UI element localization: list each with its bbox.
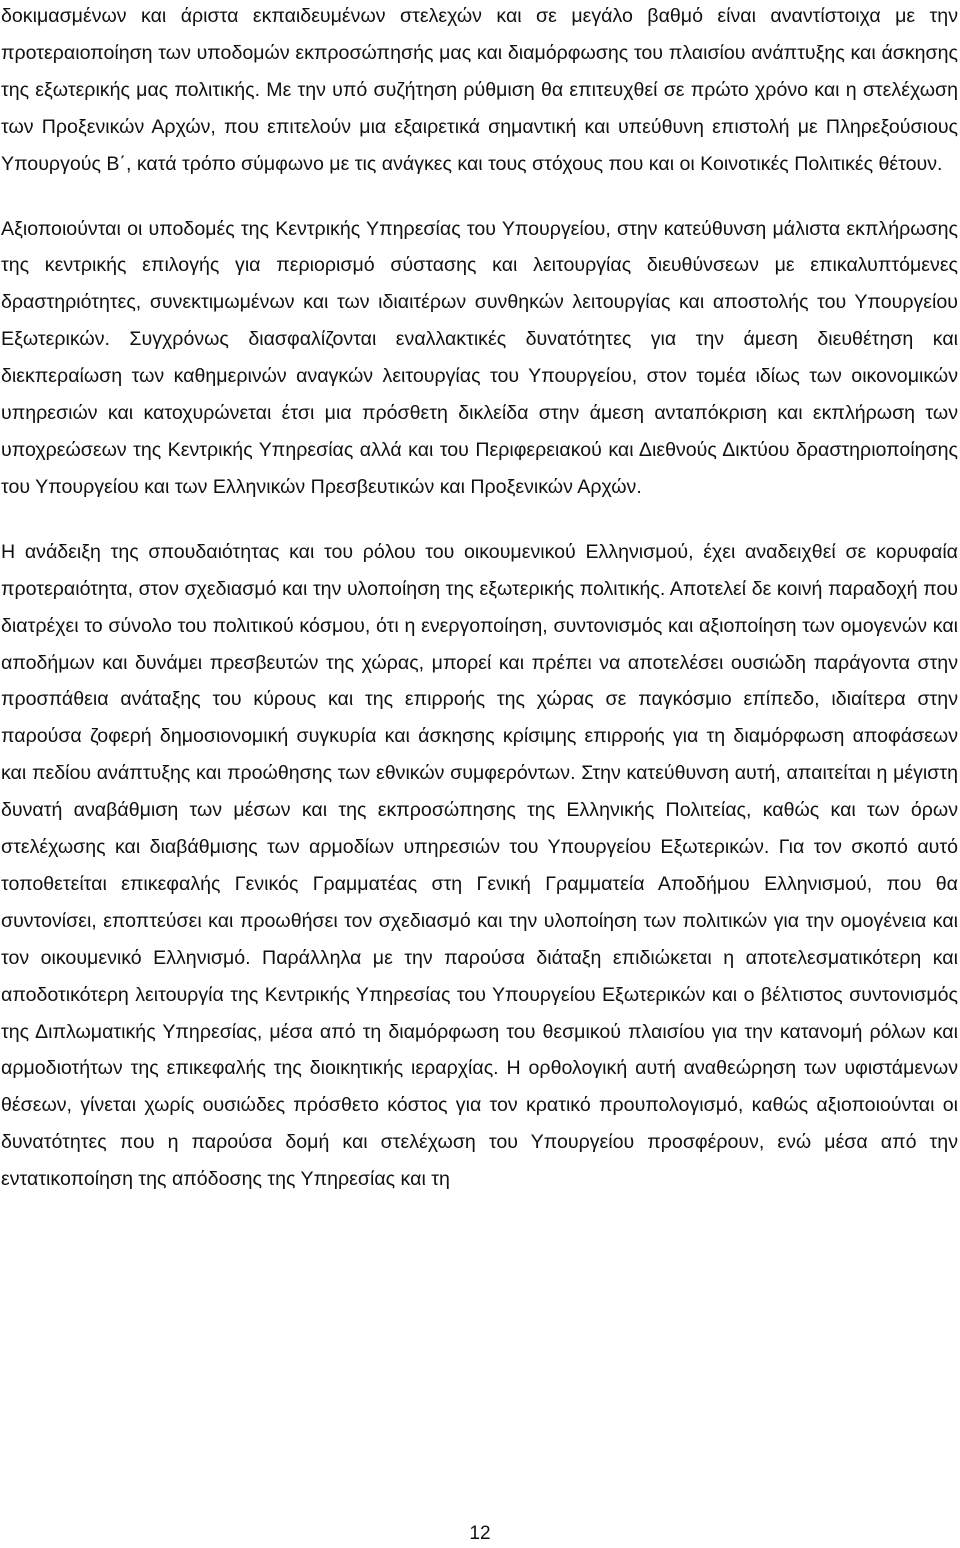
paragraph-2: Αξιοποιούνται οι υποδομές της Κεντρικής Υπηρεσίας του Υπουργείου, στην κατεύθυνση μάλιστα εκπλήρωσης της κεντρικής επιλογής για περιορισμό σύστασης και λειτουργίας διευθύνσεων με επικαλυπτόμενες δραστηριότητες, συνεκτιμωμένων και των ιδιαιτέρων συνθηκών λειτουργίας και αποστολής του Υπουργείου Εξωτερικών. Συγχρόνως διασφαλίζονται εναλλακτικές δυνατότητες για την άμεση διευθέτηση και διεκπεραίωση των καθημερινών αναγκών λειτουργίας του Υπουργείου, στον τομέα ιδίως των οικονομικών υπηρεσιών και κατοχυρώνεται έτσι μια πρόσθετη δικλείδα στην άμεση ανταπόκριση και εκπλήρωση των υποχρεώσεων της Κεντρικής Υπηρεσίας αλλά και του Περιφερειακού και Διεθνούς Δικτύου δραστηριοποίησης του Υπουργείου και των Ελληνικών Πρεσβευτικών και Προξενικών Αρχών. bbox=[1, 217, 958, 498]
paragraph-1: δοκιμασμένων και άριστα εκπαιδευμένων στελεχών και σε μεγάλο βαθμό είναι αναντίστοιχα με την προτεραιοποίηση των υποδομών εκπροσώπησής μας και διαμόρφωσης του πλαισίου ανάπτυξης και άσκησης της εξωτερικής μας πολιτικής. Με την υπό συζήτηση ρύθμιση θα επιτευχθεί σε πρώτο χρόνο και η στελέχωση των Προξενικών Αρχών, που επιτελούν μια εξαιρετικά σημαντική και υπεύθυνη επιστολή με Πληρεξούσιους Υπουργούς Β΄, κατά τρόπο σύμφωνο με τις ανάγκες και τους στόχους που και οι Κοινοτικές Πολιτικές θέτουν. bbox=[1, 5, 958, 175]
paragraph-3: Η ανάδειξη της σπουδαιότητας και του ρόλου του οικουμενικού Ελληνισμού, έχει αναδειχθεί σε κορυφαία προτεραιότητα, στον σχεδιασμό και την υλοποίηση της εξωτερικής πολιτικής. Αποτελεί δε κοινή παραδοχή που διατρέχει το σύνολο του πολιτικού κόσμου, ότι η ενεργοποίηση, συντονισμός και αξιοποίηση των ομογενών και αποδήμων και δυνάμει πρεσβευτών της χώρας, μπορεί και πρέπει να αποτελέσει ουσιώδη παράγοντα στην προσπάθεια ανάταξης του κύρους και της επιρροής της χώρας σε παγκόσμιο επίπεδο, ιδιαίτερα στην παρούσα ζοφερή δημοσιονομική συγκυρία και άσκησης κρίσιμης επιρροής για τη διαμόρφωση αποφάσεων και πεδίου ανάπτυξης και προώθησης των εθνικών συμφερόντων. Στην κατεύθυνση αυτή, απαιτείται η μέγιστη δυνατή αναβάθμιση των μέσων και της εκπροσώπησης της Ελληνικής Πολιτείας, καθώς και των όρων στελέχωσης και διαβάθμισης των αρμοδίων υπηρεσιών του Υπουργείου Εξωτερικών. Για τον σκοπό αυτό τοποθετείται επικεφαλής Γενικός Γραμματέας στη Γενική Γραμματεία Αποδήμου Ελληνισμού, που θα συντονίσει, εποπτεύσει και προωθήσει τον σχεδιασμό και την υλοποίηση των πολιτικών για την ομογένεια και τον οικουμενικό Ελληνισμό. Παράλληλα με την παρούσα διάταξη επιδιώκεται η αποτελεσματικότερη και αποδοτικότερη λειτουργία της Κεντρικής Υπηρεσίας του Υπουργείου Εξωτερικών και ο βέλτιστος συντονισμός της Διπλωματικής Υπηρεσίας, μέσα από τη διαμόρφωση του θεσμικού πλαισίου για την κατανομή ρόλων και αρμοδιοτήτων της επικεφαλής της διοικητικής ιεραρχίας. Η ορθολογική αυτή αναθεώρηση των υφιστάμενων θέσεων, γίνεται χωρίς ουσιώδες πρόσθετο κόστος για τον κρατικό προυπολογισμό, καθώς αξιοποιούνται οι δυνατότητες που η παρούσα δομή και στελέχωση του Υπουργείου προσφέρουν, ενώ μέσα από την εντατικοποίηση της απόδοσης της Υπηρεσίας και τη bbox=[1, 540, 958, 1191]
page-number: 12 bbox=[469, 1523, 491, 1544]
